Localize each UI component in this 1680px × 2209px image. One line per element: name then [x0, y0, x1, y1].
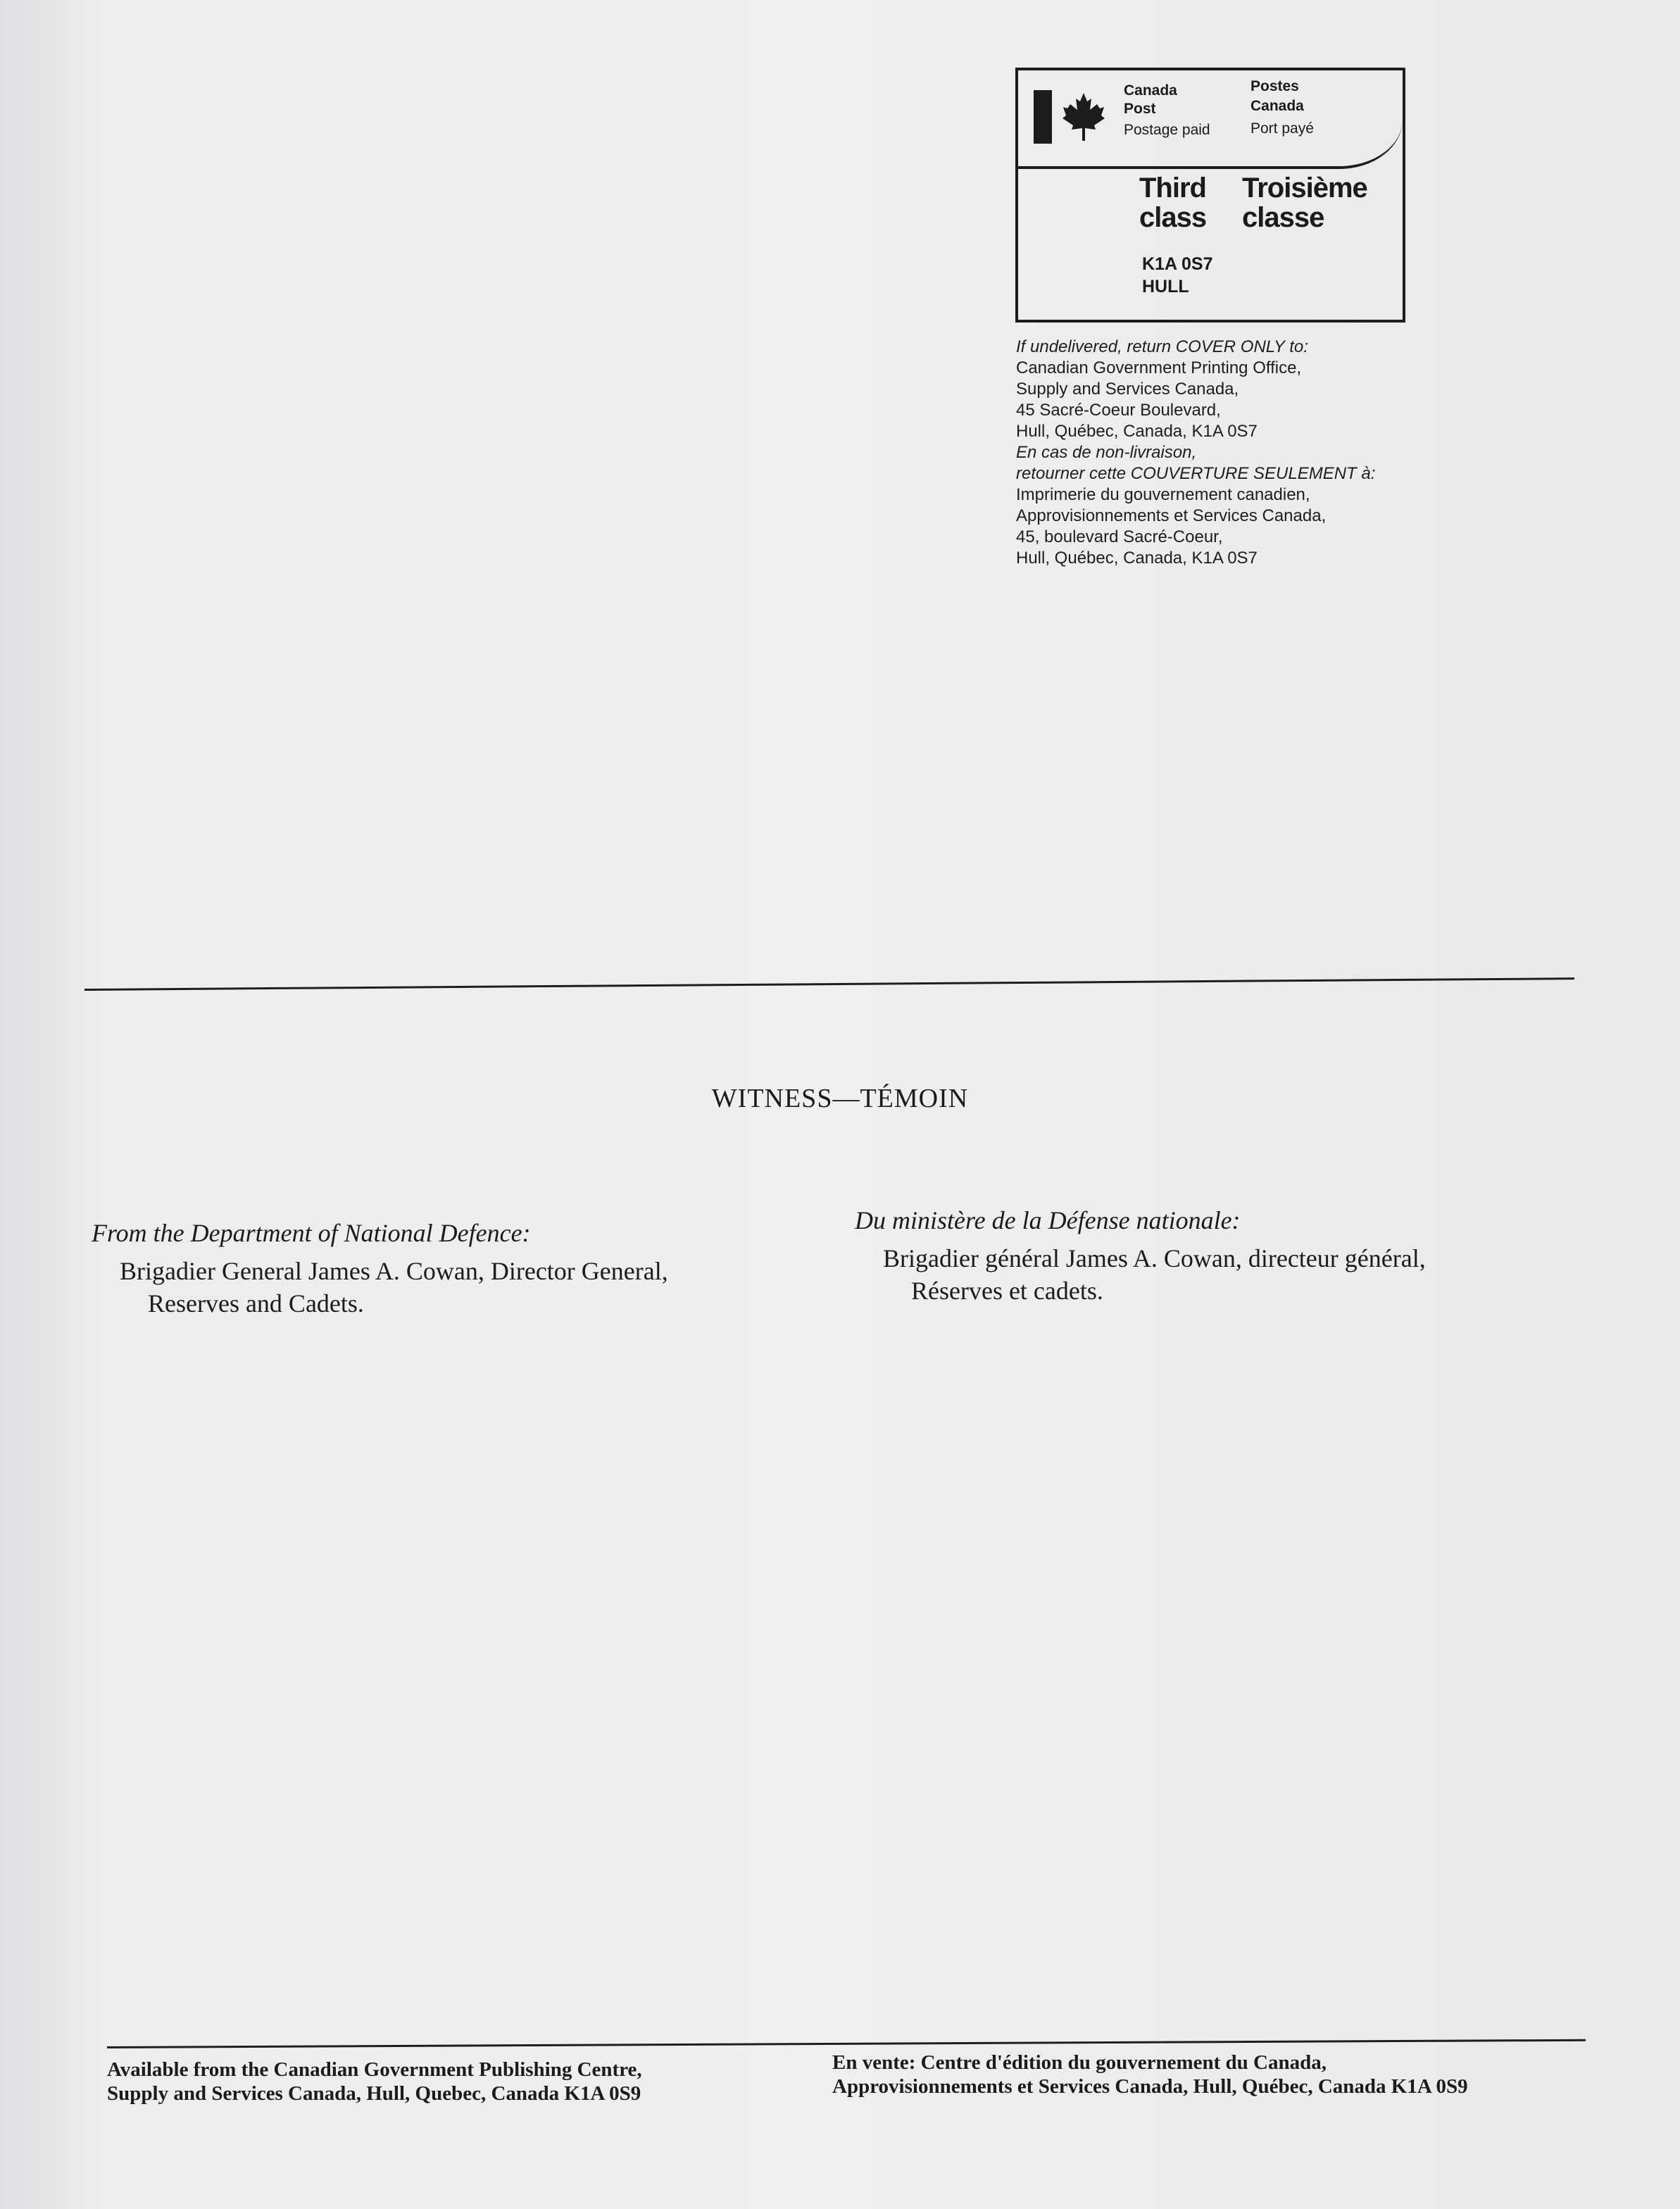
indicia-postal-code: K1A 0S7	[1142, 254, 1213, 274]
witness-en-line1: Brigadier General James A. Cowan, Director General,	[120, 1257, 668, 1285]
footer-en	[107, 2058, 642, 2105]
footer-en-line2: Supply and Services Canada, Hull, Quebec, Canada K1A 0S9	[107, 2082, 641, 2105]
return-line-fr: 45, boulevard Sacré-Coeur,	[1016, 527, 1223, 546]
class-fr-line2: classe	[1242, 202, 1324, 233]
indicia-canada-en: Canada	[1124, 82, 1177, 99]
return-heading-fr-1: En cas de non-livraison,	[1016, 443, 1197, 462]
footer-fr-line1: En vente: Centre d'édition du gouvernement du Canada,	[832, 2051, 1327, 2074]
return-heading-en: If undelivered, return COVER ONLY to:	[1016, 337, 1308, 356]
indicia-postes-fr: Postes	[1250, 78, 1299, 94]
indicia-canada-fr: Canada	[1250, 98, 1304, 114]
indicia-postage-paid-en: Postage paid	[1124, 122, 1210, 138]
return-line-en: Supply and Services Canada,	[1016, 380, 1239, 399]
witness-fr-heading: Du ministère de la Défense nationale:	[855, 1206, 1241, 1234]
flag-bar-icon	[1034, 90, 1052, 144]
witness-fr-entry	[883, 1242, 1426, 1307]
witness-en-entry	[120, 1255, 668, 1320]
return-line-fr: Hull, Québec, Canada, K1A 0S7	[1016, 549, 1258, 568]
footer-en-line1: Available from the Canadian Government Publishing Centre,	[107, 2058, 642, 2081]
witness-title: WITNESS—TÉMOIN	[711, 1084, 969, 1113]
return-heading-fr-2: retourner cette COUVERTURE SEULEMENT à:	[1016, 464, 1376, 483]
indicia-post-en: Post	[1124, 101, 1156, 117]
postage-indicia	[1015, 68, 1405, 323]
return-line-en: 45 Sacré-Coeur Boulevard,	[1016, 401, 1221, 420]
return-line-fr: Imprimerie du gouvernement canadien,	[1016, 485, 1310, 504]
return-line-en: Hull, Québec, Canada, K1A 0S7	[1016, 422, 1258, 441]
maple-leaf-icon	[1062, 92, 1105, 142]
class-en-line1: Third	[1139, 173, 1206, 204]
return-line-en: Canadian Government Printing Office,	[1016, 358, 1302, 377]
return-line-fr: Approvisionnements et Services Canada,	[1016, 506, 1327, 525]
class-en-line2: class	[1139, 202, 1207, 233]
indicia-city: HULL	[1142, 277, 1189, 296]
witness-en-heading: From the Department of National Defence:	[92, 1219, 531, 1247]
footer-fr	[832, 2051, 1468, 2098]
class-fr-line1: Troisième	[1242, 173, 1367, 204]
witness-fr-line2: Réserves et cadets.	[911, 1277, 1103, 1305]
witness-fr-line1: Brigadier général James A. Cowan, directeur général,	[883, 1244, 1426, 1272]
footer-fr-line2: Approvisionnements et Services Canada, Hull, Québec, Canada K1A 0S9	[832, 2075, 1468, 2098]
indicia-port-paye-fr: Port payé	[1250, 120, 1314, 137]
return-address-block	[1016, 337, 1467, 569]
witness-en-line2: Reserves and Cadets.	[148, 1289, 364, 1318]
